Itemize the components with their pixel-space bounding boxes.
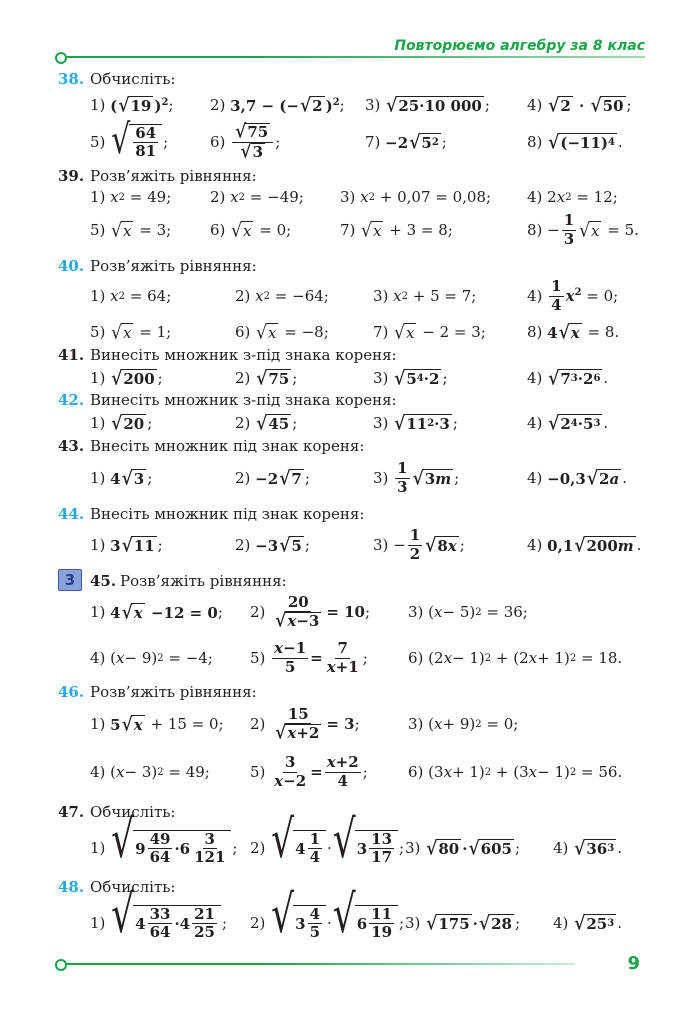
task-item: 1) √ 20 ; (90, 412, 153, 435)
problem-row (90, 458, 650, 498)
problem-row (90, 115, 650, 164)
problem-title: Внесіть множник під знак кореня: (90, 437, 365, 455)
task-item: 1) 4 √ 3 ; (90, 467, 153, 490)
task-item: 7) −2 √ 5 2 ; (365, 131, 447, 154)
problem-row (90, 210, 650, 250)
task-item: 3) ( x − 5) 2 = 36; (408, 603, 528, 621)
header-line (60, 56, 645, 58)
task-item: 4) √ 36 3 . (553, 837, 622, 860)
task-item: 2) √ 4 1 4 · √ 3 13 17 ; (250, 809, 405, 870)
problem-number: 40. (58, 257, 85, 275)
problem-title: Розв’яжіть рівняння: (90, 167, 257, 185)
task-item: 2) √ 3 4 5 · √ 6 11 19 ; (250, 884, 405, 945)
task-item: 1) ( √ 19 )$^2$ ; (90, 94, 174, 117)
task-item: 3) ( x + 9) 2 = 0; (408, 715, 519, 733)
problem-row (90, 85, 650, 125)
problem-title: Розв’яжіть рівняння: (90, 257, 257, 275)
problem-number: 48. (58, 878, 85, 896)
task-item: 6) √ x = −8; (235, 321, 329, 344)
problem-title: Розв’яжіть рівняння: (120, 572, 287, 590)
task-item: 1) x 2 = 64; (90, 287, 172, 305)
problem-row (90, 752, 650, 792)
task-item: 3) 1 3 √ 3 m ; (373, 459, 460, 496)
problem-number: 42. (58, 391, 85, 409)
footer-dot (55, 959, 67, 971)
task-item: 4) √ 25 3 . (553, 912, 622, 935)
task-item: 2) √ 75 ; (235, 367, 298, 390)
task-item: 2) −2 √ 7 ; (235, 467, 310, 490)
problem-title: Винесіть множник з-під знака кореня: (90, 391, 397, 409)
problem-row (90, 592, 650, 632)
problem-number: 46. (58, 683, 85, 701)
task-item: 3) √ 25·10 000 ; (365, 94, 490, 117)
task-item: 2) −3 √ 5 ; (235, 534, 310, 557)
task-item: 2) x 2 = −49; (210, 188, 304, 206)
task-item: 2) x 2 = −64; (235, 287, 329, 305)
level-badge: 3 (58, 569, 82, 591)
problem-row (90, 638, 650, 678)
problem-row (90, 704, 650, 744)
problem-number: 39. (58, 167, 85, 185)
task-item: 4) 1 4 $x^2$ = 0; (527, 277, 619, 314)
problem-title: Обчисліть: (90, 878, 176, 896)
task-item: 2) 15 √ x +2 = 3 ; (250, 704, 360, 745)
page-number: 9 (627, 953, 640, 974)
task-item: 8) 4 √ x = 8. (527, 321, 620, 344)
task-item: 6) √ 75 √ 3 ; (210, 121, 281, 163)
task-item: 8) √ (−11) 4 . (527, 131, 623, 154)
task-item: 4) ( x − 3) 2 = 49; (90, 763, 210, 781)
task-item: 3) √ 5 4 ·2 ; (373, 367, 448, 390)
task-item: 8) − 1 3 √ x = 5. (527, 211, 639, 248)
footer-line (60, 963, 575, 965)
problem-number: 43. (58, 437, 85, 455)
problem-number: 45. (90, 572, 117, 590)
task-item: 1) √ 4 33 64 ·4 21 25 ; (90, 884, 228, 945)
task-item: 4) 0,1 √ 200 m . (527, 534, 642, 557)
task-item: 2) √ 45 ; (235, 412, 298, 435)
task-item: 6) (2 x − 1) 2 + (2 x + 1) 2 = 18. (408, 649, 623, 667)
task-item: 5) √ 64 81 ; (90, 115, 169, 163)
problem-number: 41. (58, 346, 85, 364)
task-item: 1) x 2 = 49; (90, 188, 172, 206)
task-item: 2) 20 √ x −3 = 10 ; (250, 592, 371, 633)
problem-title: Винесіть множник з-під знака кореня: (90, 346, 397, 364)
task-item: 4) √ 2 4 ·5 3 . (527, 412, 609, 435)
task-item: 1) 3 √ 11 ; (90, 534, 163, 557)
problem-number: 38. (58, 70, 85, 88)
task-item: 3) √ 80 · √ 605 ; (405, 837, 521, 860)
task-item: 4) 2 x 2 = 12; (527, 188, 618, 206)
task-item: 7) √ x − 2 = 3; (373, 321, 486, 344)
problem-title: Обчисліть: (90, 803, 176, 821)
task-item: 2) 3,7 − (− √ 2 )$^2$ ; (210, 94, 345, 117)
task-item: 1) √ 200 ; (90, 367, 163, 390)
task-item: 5) √ x = 3; (90, 219, 172, 242)
task-item: 3) x 2 + 0,07 = 0,08; (340, 188, 492, 206)
problem-title: Обчисліть: (90, 70, 176, 88)
problem-title: Внесіть множник під знак кореня: (90, 505, 365, 523)
problem-number: 44. (58, 505, 85, 523)
task-item: 5) $\frac{x-1}{5}$ = $\frac{7}{x+1}$ ; (250, 639, 368, 676)
task-item: 5) $\frac{3}{x-2}$ = $\frac{x+2}{4}$ ; (250, 753, 368, 790)
problem-title: Розв’яжіть рівняння: (90, 683, 257, 701)
task-item: 4) √ 2 · √ 50 ; (527, 94, 632, 117)
task-item: 3) x 2 + 5 = 7; (373, 287, 477, 305)
task-item: 3) √ 175 · √ 28 ; (405, 912, 521, 935)
problem-row (90, 525, 650, 565)
problem-row (90, 276, 650, 316)
task-item: 6) (3 x + 1) 2 + (3 x − 1) 2 = 56. (408, 763, 623, 781)
task-item: 6) √ x = 0; (210, 219, 292, 242)
task-item: 1) 4 √ x −12 = 0 ; (90, 601, 223, 624)
task-item: 5) √ x = 1; (90, 321, 172, 344)
task-item: 4) √ 7 3 ·2 6 . (527, 367, 609, 390)
task-item: 7) √ x + 3 = 8; (340, 219, 453, 242)
problem-number: 47. (58, 803, 85, 821)
task-item: 4) ( x − 9) 2 = −4; (90, 649, 213, 667)
header-dot (55, 52, 67, 64)
task-item: 3) − 1 2 √ 8 x ; (373, 526, 465, 563)
task-item: 1) 5 √ x + 15 = 0; (90, 713, 224, 736)
page-header-title: Повторюємо алгебру за 8 клас (394, 38, 645, 54)
task-item: 3) √ 11 2 ·3 ; (373, 412, 458, 435)
task-item: 4) −0,3 √ 2 a . (527, 467, 627, 490)
task-item: 1) √ 9 49 64 ·6 3 121 ; (90, 809, 238, 870)
